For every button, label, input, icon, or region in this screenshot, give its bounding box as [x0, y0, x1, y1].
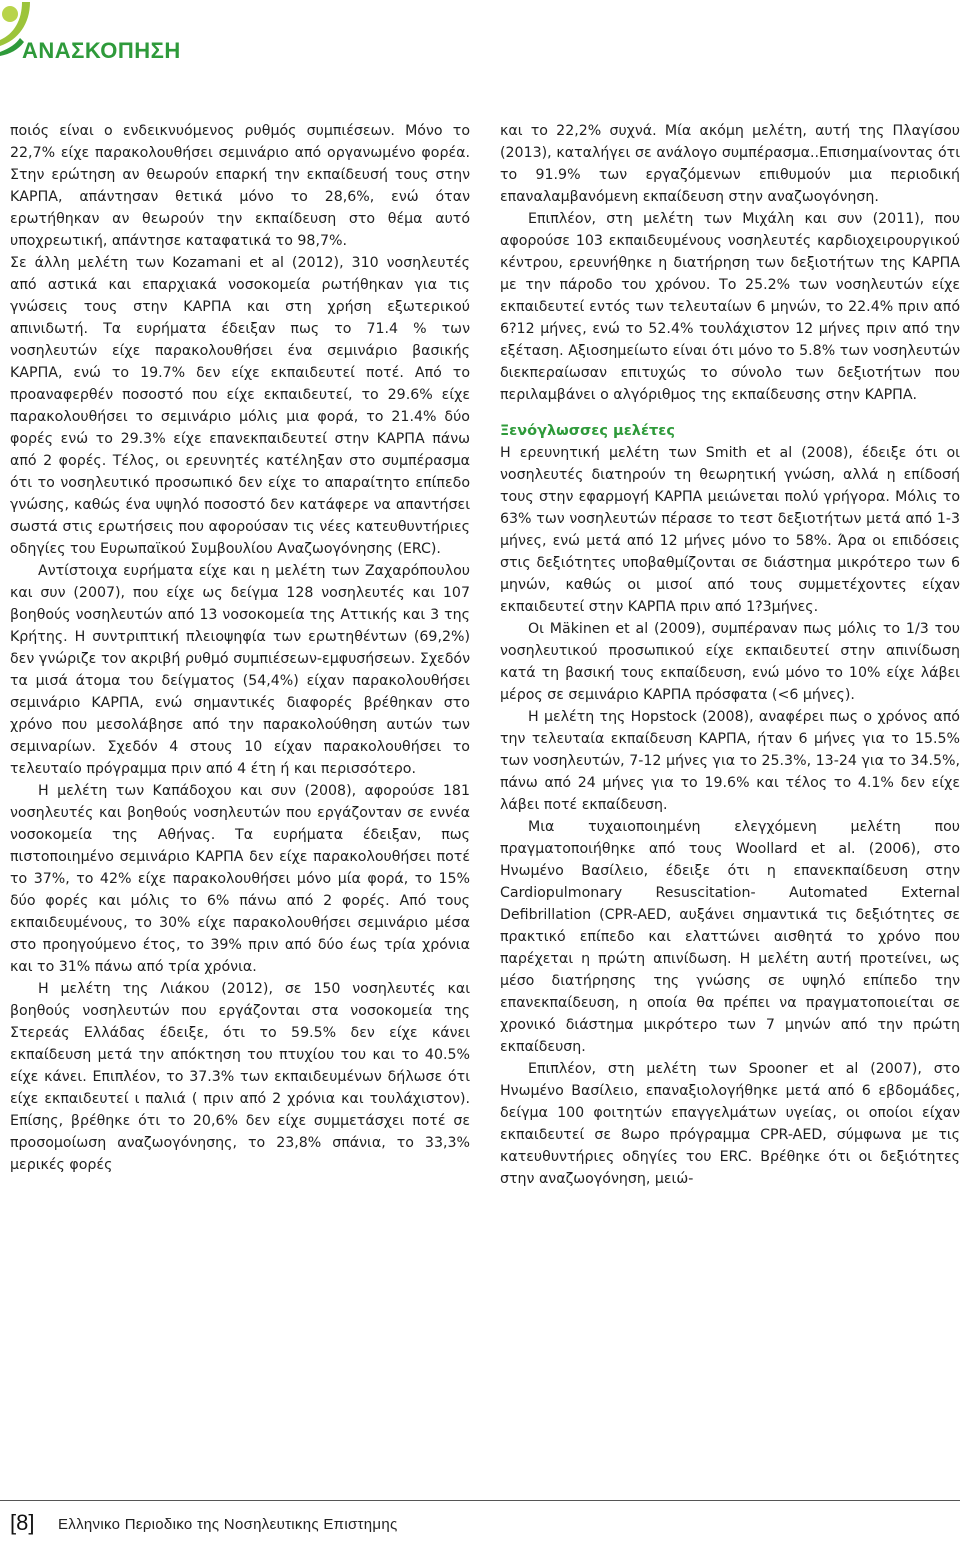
- section-label: ΑΝΑΣΚΟΠΗΣΗ: [22, 38, 181, 63]
- paragraph: Οι Mäkinen et al (2009), συμπέραναν πως μόλις το 1/3 του νοσηλευτικού προσωπικού είχε εκπαιδευτεί στην απινίδωση κατά τη βασική τους εκπαίδευση, ενώ μόνο το 10% είχε λάβει μέρος σε σεμινάριο ΚΑΡΠΑ πρόσφατα (<6 μήνες).: [500, 621, 960, 703]
- paragraph: Η μελέτη των Καπάδοχου και συν (2008), αφορούσε 181 νοσηλευτές και βοηθούς νοσηλευτών που εργάζονταν σε εννέα νοσοκομεία της Αθήνας. Τα ευρήματα έδειξαν, πως πιστοποιημένο σεμινάριο ΚΑΡΠΑ δεν είχε παρακολουθήσει ποτέ το 37%, το 42% είχε παρακολουθήσει μόνο μία φορά, το 15% δύο φορές και μόλις το 6% πάνω από 2 φορές. Από τους εκπαιδευμένους, το 30% είχε παρακολουθήσει σεμινάριο μέσα στο προηγούμενο έτος, το 39% πριν από δύο έως τρία χρόνια και το 31% πάνω από τρία χρόνια.: [10, 783, 470, 975]
- paragraph: ποιός είναι ο ενδεικνυόμενος ρυθμός συμπιέσεων. Μόνο το 22,7% είχε παρακολουθήσει σεμινάριο από οργανωμένο φορέα. Στην ερώτηση αν θεωρούν επαρκή την εκπαίδευσή τους στην ΚΑΡΠΑ, απάντησαν θετικά μόνο το 28,6%, ενώ όταν ερωτήθηκαν αν θεωρούν την εκπαίδευση στο θέμα αυτό υποχρεωτική, απάντησε καταφατικά το 98,7%.: [10, 123, 470, 249]
- paragraph: Επιπλέον, στη μελέτη των Spooner et al (2007), στο Ηνωμένο Βασίλειο, επαναξιολογήθηκε μετά από 6 εβδομάδες, δείγμα 100 φοιτητών επαγγελμάτων υγείας, οι οποίοι είχαν εκπαιδευτεί σε 8ωρο πρόγραμμα CPR-AED, σύμφωνα με τις κατευθυντήριες οδηγίες του ERC. Βρέθηκε ότι οι δεξιότητες στην αναζωογόνηση, μειώ-: [500, 1061, 960, 1187]
- section-heading: Ξενόγλωσσες μελέτες: [500, 423, 675, 439]
- paragraph: Η μελέτη της Hopstock (2008), αναφέρει πως ο χρόνος από την τελευταία εκπαίδευση ΚΑΡΠΑ, ήταν 6 μήνες για το 15.5% των νοσηλευτών, 7-12 μήνες για το 25.3%, 13-24 για το 34.5%, πάνω από 24 μήνες για το 19.6% και τέλος το 4.1% δεν είχε λάβει ποτέ εκπαίδευση.: [500, 709, 960, 813]
- paragraph: Επιπλέον, στη μελέτη των Μιχάλη και συν (2011), που αφορούσε 103 εκπαιδευμένους νοσηλευτές καρδιοχειρουργικού κέντρου, ερευνήθηκε η διατήρηση των δεξιοτήτων της ΚΑΡΠΑ με την πάροδο του χρόνου. Το 25.2% των νοσηλευτών είχε εκπαιδευτεί εντός των τελευταίων 6 μηνών, το 22.4% πριν από 6?12 μήνες, ενώ το 52.4% τουλάχιστον 12 μήνες πριν από την εξέταση. Αξιοσημείωτο είναι ότι μόνο το 5.8% των νοσηλευτών διεκπεραίωσαν επιτυχώς το σύνολο των δεξιοτήτων που περιλαμβάνει ο αλγόριθμος της εκπαίδευσης στην ΚΑΡΠΑ.: [500, 211, 960, 403]
- paragraph: Η μελέτη της Λιάκου (2012), σε 150 νοσηλευτές και βοηθούς νοσηλευτών που εργάζονται στα νοσοκομεία της Στερεάς Ελλάδας έδειξε, ότι το 59.5% δεν είχε κάνει εκπαίδευση μετά την απόκτηση του πτυχίου του και το 40.5% είχε κάνει. Επιπλέον, το 37.3% των εκπαιδευμένων δήλωσε ότι είχε εκπαιδευτεί ι παλιά ( πριν από 2 χρόνια και τουλάχιστον). Επίσης, βρέθηκε ότι το 20,6% δεν είχε συμμετάσχει ποτέ σε προσομοίωση αναζωογόνησης, το 23,8% σπάνια, το 33,3% μερικές φορές: [10, 981, 470, 1173]
- left-column: [10, 120, 470, 1176]
- page-footer: [0, 1500, 960, 1543]
- footer-divider: [0, 1500, 960, 1501]
- paragraph: και το 22,2% συχνά. Μία ακόμη μελέτη, αυτή της Πλαγίσου (2013), καταλήγει σε ανάλογο συμπέρασμα..Επισημαίνοντας ότι το 91.9% των εργαζόμενων επιθυμούν μια περιοδική επαναλαμβανόμενη εκπαίδευση στην αναζωογόνηση.: [500, 123, 960, 205]
- journal-title: Ελληνικο Περιοδικο της Νοσηλευτικης Επιστημης: [58, 1516, 398, 1533]
- paragraph: Η ερευνητική μελέτη των Smith et al (2008), έδειξε ότι οι νοσηλευτές διατηρούν τη θεωρητική γνώση, αλλά η επίδοσή τους στην εφαρμογή ΚΑΡΠΑ μειώνεται πολύ γρήγορα. Μόλις το 63% των νοσηλευτών πέρασε το τεστ δεξιοτήτων μετά από 1-3 μήνες, ενώ μετά από 12 μήνες μόνο το 58%. Άρα οι επιδόσεις στις δεξιότητες υποβαθμίζονται σε διάστημα μικρότερο των 6 μηνών, καθώς οι μισοί από τους συμμετέχοντες είχαν εκπαιδευτεί στην ΚΑΡΠΑ πριν από 1?3μήνες.: [500, 445, 960, 615]
- paragraph: Σε άλλη μελέτη των Kozamani et al (2012), 310 νοσηλευτές από αστικά και επαρχιακά νοσοκομεία ρωτήθηκαν για τις γνώσεις τους στην ΚΑΡΠΑ και στη χρήση εξωτερικού απινιδωτή. Τα ευρήματα έδειξαν πως το 71.4 % των νοσηλευτών είχε παρακολουθήσει ένα σεμινάριο βασικής ΚΑΡΠΑ, ενώ το 19.7% δεν είχε εκπαιδευτεί ποτέ. Από το προαναφερθέν ποσοστό που είχε εκπαιδευτεί, το 29.6% είχε παρακολουθήσει το σεμινάριο μόλις μια φορά, το 21.4% δύο φορές ενώ το 29.3% είχε επανεκπαιδευτεί στην ΚΑΡΠΑ πάνω από 2 φορές. Τέλος, οι ερευνητές κατέληξαν στο συμπέρασμα ότι το νοσηλευτικό προσωπικό δεν είχε το απαραίτητο επίπεδο γνώσης, καθώς ένα υψηλό ποσοστό δεν κατάφερε να απαντήσει σωστά στις ερωτήσεις που αφορούσαν τις νέες κατευθυντήριες οδηγίες του Ευρωπαϊκού Συμβουλίου Αναζωογόνησης (ERC).: [10, 255, 470, 557]
- right-column: [500, 120, 960, 1190]
- paragraph: Μια τυχαιοποιημένη ελεγχόμενη μελέτη που πραγματοποιήθηκε από τους Woollard et al. (2006), στο Ηνωμένο Βασίλειο, έδειξε ότι η επανεκπαίδευση στην Cardiopulmonary Resuscitation- Automated External Defibrillation (CPR-AED, αυξάνει σημαντικά τις δεξιότητες σε πρακτικό επίπεδο και ελαττώνει αισθητά το χρόνο που παρέχεται η πρώτη απινίδωση. Η μελέτη αυτή προτείνει, ως μέσο διατήρησης της γνώσης σε υψηλό επίπεδο την επανεκπαίδευση, η οποία θα πρέπει να πραγματοποιείται σε χρονικό διάστημα μικρότερο των 7 μηνών από την πρώτη εκπαίδευση.: [500, 819, 960, 1055]
- paragraph: Αντίστοιχα ευρήματα είχε και η μελέτη των Ζαχαρόπουλου και συν (2007), που είχε ως δείγμα 128 νοσηλευτές και 107 βοηθούς νοσηλευτών από 13 νοσοκομεία της Αττικής και 3 της Κρήτης. Η συντριπτική πλειοψηφία των ερωτηθέντων (69,2%) δεν γνώριζε τον ακριβή ρυθμό συμπιέσεων-εμφυσήσεων. Σχεδόν τα μισά άτομα του δείγματος (54,4%) είχαν παρακολουθήσει σεμινάριο ΚΑΡΠΑ, ενώ σημαντικές διαφορές βρέθηκαν στο χρόνο που μεσολάβησε από την παρακολούθηση αυτών των σεμιναρίων. Σχεδόν 4 στους 10 είχαν παρακολουθήσει το τελευταίο πρόγραμμα πριν από 4 έτη ή και περισσότερο.: [10, 563, 470, 777]
- page-number: [8]: [10, 1510, 35, 1535]
